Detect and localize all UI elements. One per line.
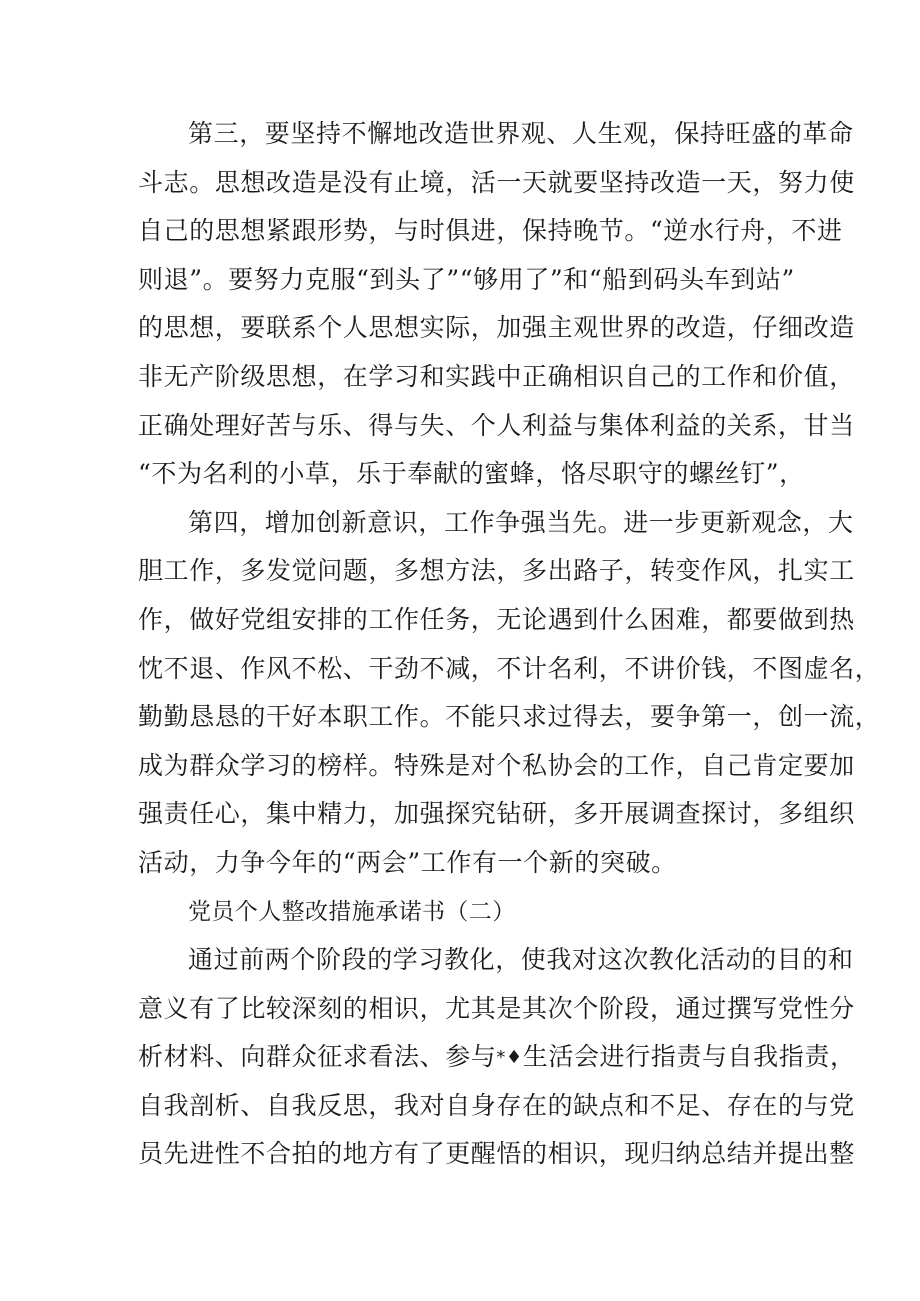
paragraph-third-line-3: 自己的思想紧跟形势，与时俱进，保持晚节。“逆水行舟，不进 (138, 216, 843, 246)
paragraph-fourth-line-3: 作，做好党组安排的工作任务，无论遇到什么困难，都要做到热 (138, 604, 855, 634)
paragraph-third-line-8: “不为名利的小草，乐于奉献的蜜蜂，恪尽职守的螺丝钉”， (138, 459, 805, 489)
intro-line-3-start: 析材料、向群众征求看法、参与 (138, 1042, 497, 1072)
paragraph-fourth-line-4: 忱不退、作风不松、干劲不减，不计名利，不讲价钱，不图虚名， (138, 653, 881, 683)
paragraph-third-line-5: 的思想，要联系个人思想实际，加强主观世界的改造，仔细改造 (138, 313, 855, 343)
intro-line-5: 员先进性不合拍的地方有了更醒悟的相识，现归纳总结并提出整 (138, 1139, 855, 1169)
intro-line-3 (138, 1033, 856, 1082)
document-body (138, 110, 881, 1179)
section-heading: 党员个人整改措施承诺书（二） (188, 898, 516, 925)
intro-line-3-end: 生活会进行指责与自我指责， (522, 1042, 856, 1072)
paragraph-third-line-6: 非无产阶级思想，在学习和实践中正确相识自己的工作和价值， (138, 361, 855, 391)
intro-line-1: 通过前两个阶段的学习教化，使我对这次教化活动的目的和 (188, 945, 854, 975)
paragraph-third-line-2: 斗志。思想改造是没有止境，活一天就要坚持改造一天，努力使 (138, 167, 855, 197)
paragraph-fourth-line-5: 勤勤恳恳的干好本职工作。不能只求过得去，要争第一，创一流， (138, 702, 881, 732)
intro-line-4: 自我剖析、自我反思，我对自身存在的缺点和不足、存在的与党 (138, 1090, 855, 1120)
intro-line-2: 意义有了比较深刻的相识，尤其是其次个阶段，通过撰写党性分 (138, 993, 855, 1023)
paragraph-third-line-1: 第三，要坚持不懈地改造世界观、人生观，保持旺盛的革命 (188, 119, 854, 148)
paragraph-fourth-line-2: 胆工作，多发觉问题，多想方法，多出路子，转变作风，扎实工 (138, 556, 855, 586)
paragraph-third-line-7: 正确处理好苦与乐、得与失、个人利益与集体利益的关系，甘当 (138, 410, 855, 440)
paragraph-fourth-line-7: 强责任心，集中精力，加强探究钻研，多开展调查探讨，多组织 (138, 799, 855, 829)
garbled-glyph: *♦ (496, 1047, 523, 1069)
paragraph-fourth-line-8: 活动，力争今年的“两会”工作有一个新的突破。 (138, 847, 677, 877)
paragraph-fourth-line-6: 成为群众学习的榜样。特殊是对个私协会的工作，自己肯定要加 (138, 750, 855, 780)
paragraph-third-line-4: 则退”。要努力克服“到头了”“够用了”和“船到码头车到站” (138, 264, 795, 294)
paragraph-fourth-line-1: 第四，增加创新意识，工作争强当先。进一步更新观念，大 (188, 507, 854, 537)
